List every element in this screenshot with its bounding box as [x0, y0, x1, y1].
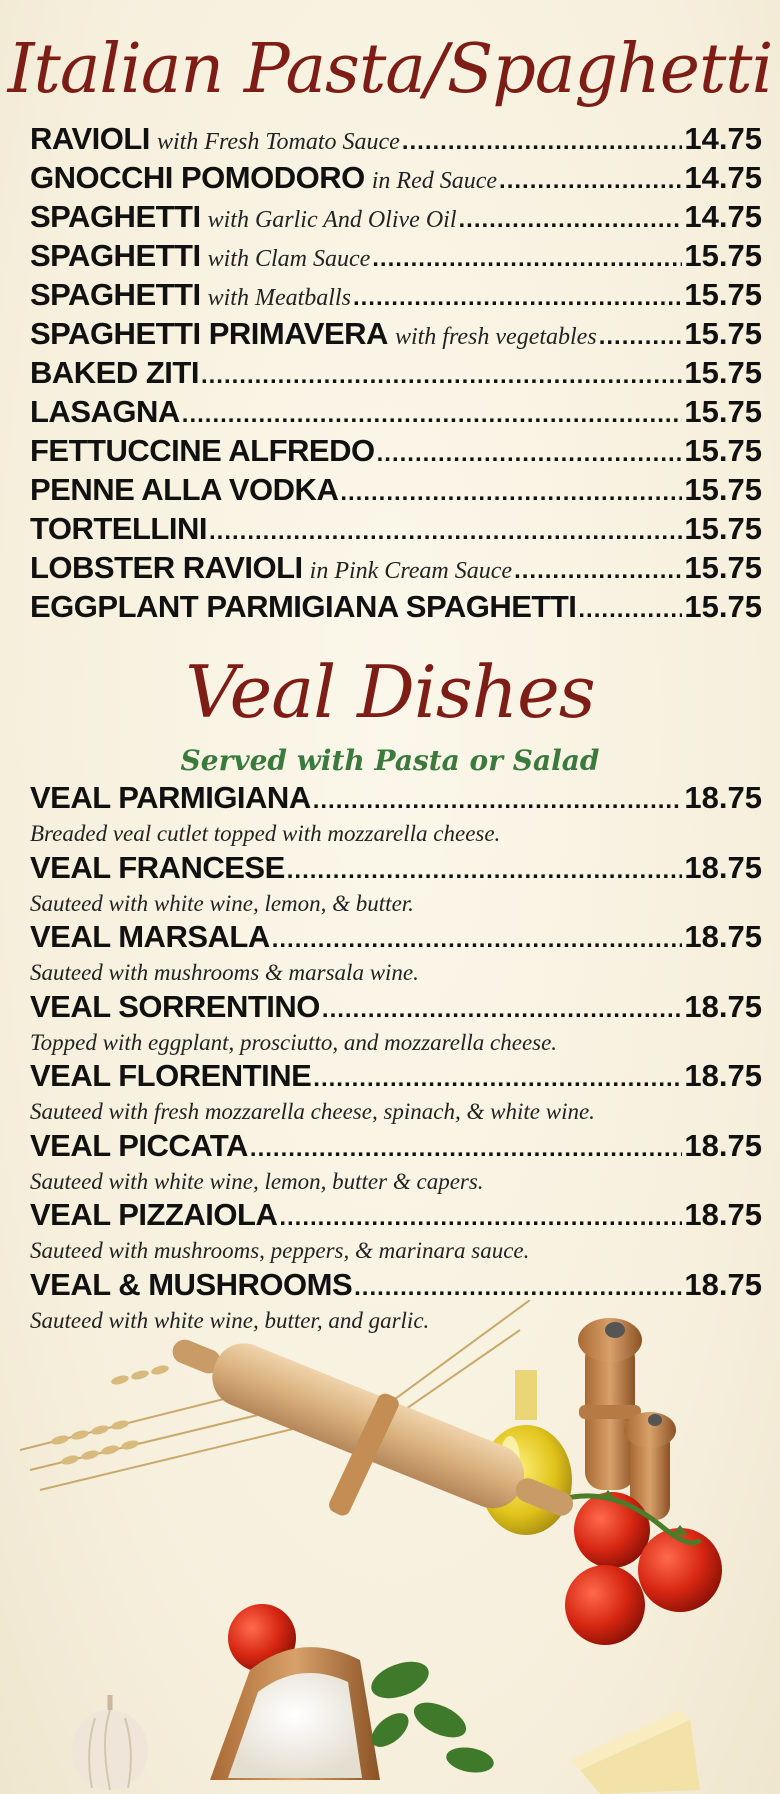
flour-scoop-icon: [210, 1391, 401, 1780]
item-price: 18.75: [684, 849, 762, 885]
item-note: with Clam Sauce: [207, 246, 371, 272]
item-name: LOBSTER RAVIOLI: [30, 550, 303, 585]
item-description: Sauteed with white wine, lemon, butter & capers.: [30, 1168, 484, 1194]
item-name: VEAL PICCATA: [30, 1127, 248, 1163]
wheat-grain-group: [50, 1364, 169, 1466]
item-price: 18.75: [684, 988, 762, 1024]
menu-item: [30, 1128, 762, 1198]
item-name: VEAL FRANCESE: [30, 849, 285, 885]
item-price: 15.75: [684, 511, 762, 546]
dot-leader: [182, 401, 683, 429]
item-description: Topped with eggplant, prosciutto, and mozzarella cheese.: [30, 1029, 558, 1055]
basil-icon: [365, 1655, 495, 1776]
menu-item: [30, 355, 762, 394]
dot-leader: [340, 479, 682, 507]
item-note: with Fresh Tomato Sauce: [156, 129, 400, 155]
item-name: SPAGHETTI: [30, 238, 201, 273]
item-name: VEAL PIZZAIOLA: [30, 1197, 278, 1232]
dot-leader: [578, 596, 682, 624]
veal-section-subtitle: Served with Pasta or Salad: [180, 744, 600, 777]
item-note: with fresh vegetables: [394, 324, 597, 350]
item-price: 15.75: [684, 433, 762, 468]
dot-leader: [354, 1274, 682, 1302]
menu-item: [30, 121, 762, 160]
menu-item: [30, 919, 762, 989]
dot-leader: [313, 1065, 682, 1093]
item-description: Sauteed with mushrooms, peppers, & marinara sauce.: [30, 1238, 530, 1263]
item-name: VEAL & MUSHROOMS: [30, 1266, 353, 1302]
item-price: 14.75: [684, 160, 762, 195]
item-price: 15.75: [684, 238, 762, 273]
item-name: SPAGHETTI: [30, 199, 201, 234]
item-price: 14.75: [684, 199, 762, 234]
dot-leader: [279, 1204, 682, 1232]
item-price: 15.75: [684, 355, 762, 390]
item-description: Sauteed with mushrooms & marsala wine.: [30, 960, 419, 985]
dot-leader: [250, 1135, 683, 1163]
dot-leader: [353, 284, 682, 312]
item-note: in Pink Cream Sauce: [309, 558, 513, 584]
item-price: 18.75: [684, 1197, 762, 1232]
item-name: RAVIOLI: [30, 121, 150, 156]
menu-item: [30, 316, 762, 355]
item-price: 18.75: [684, 1058, 762, 1093]
tomato-icon: [228, 1490, 722, 1672]
dot-leader: [372, 245, 682, 273]
item-price: 18.75: [684, 1127, 762, 1163]
dot-leader: [514, 557, 682, 585]
dot-leader: [402, 128, 683, 156]
item-price: 18.75: [684, 780, 762, 815]
item-name: LASAGNA: [30, 394, 180, 429]
item-price: 15.75: [684, 472, 762, 507]
food-illustration: [0, 1300, 780, 1794]
item-description: Sauteed with fresh mozzarella cheese, spinach, & white wine.: [30, 1099, 595, 1124]
dot-leader: [313, 787, 683, 815]
item-name: VEAL SORRENTINO: [30, 988, 320, 1024]
pasta-menu-list: [30, 121, 762, 628]
item-name: SPAGHETTI PRIMAVERA: [30, 316, 388, 351]
menu-item: [30, 199, 762, 238]
pasta-section-title: Italian Pasta/Spaghetti: [7, 30, 773, 109]
menu-item: [30, 780, 762, 850]
item-name: TORTELLINI: [30, 511, 207, 546]
menu-item: [30, 989, 762, 1059]
dot-leader: [201, 362, 682, 390]
dot-leader: [272, 926, 683, 954]
item-name: VEAL MARSALA: [30, 919, 270, 954]
menu-item: [30, 277, 762, 316]
menu-item: [30, 238, 762, 277]
menu-item: [30, 1058, 762, 1128]
item-name: GNOCCHI POMODORO: [30, 160, 365, 195]
item-name: BAKED ZITI: [30, 355, 199, 390]
menu-item: [30, 433, 762, 472]
menu-item: [30, 550, 762, 589]
item-note: in Red Sauce: [371, 168, 498, 194]
item-price: 15.75: [684, 316, 762, 351]
cheese-icon: [570, 1710, 700, 1794]
item-name: SPAGHETTI: [30, 277, 201, 312]
item-name: EGGPLANT PARMIGIANA SPAGHETTI: [30, 589, 577, 624]
item-price: 15.75: [684, 589, 762, 624]
item-price: 15.75: [684, 277, 762, 312]
menu-item: [30, 589, 762, 628]
menu-item: [30, 511, 762, 550]
garlic-icon: [72, 1695, 148, 1790]
menu-item: [30, 394, 762, 433]
item-description: Breaded veal cutlet topped with mozzarella cheese.: [30, 821, 501, 846]
dot-leader: [209, 518, 682, 546]
item-name: PENNE ALLA VODKA: [30, 472, 339, 507]
menu-item: [30, 472, 762, 511]
item-price: 18.75: [684, 919, 762, 954]
veal-menu-list: [30, 780, 762, 1336]
veal-section-title: Veal Dishes: [185, 650, 595, 734]
item-name: VEAL PARMIGIANA: [30, 780, 311, 815]
item-price: 15.75: [684, 550, 762, 585]
menu-item: [30, 850, 762, 920]
item-name: VEAL FLORENTINE: [30, 1058, 312, 1093]
dot-leader: [377, 440, 683, 468]
item-note: with Garlic And Olive Oil: [207, 207, 457, 233]
dot-leader: [458, 206, 682, 234]
dot-leader: [499, 167, 682, 195]
dot-leader: [287, 857, 683, 885]
item-price: 14.75: [684, 121, 762, 156]
dot-leader: [322, 996, 683, 1024]
menu-item: [30, 160, 762, 199]
item-description: Sauteed with white wine, lemon, & butter.: [30, 890, 414, 916]
item-price: 18.75: [684, 1266, 762, 1302]
item-note: with Meatballs: [207, 285, 351, 311]
item-price: 15.75: [684, 394, 762, 429]
menu-item: [30, 1197, 762, 1267]
item-name: FETTUCCINE ALFREDO: [30, 433, 375, 468]
dot-leader: [599, 323, 683, 351]
item-description: Sauteed with white wine, butter, and garlic.: [30, 1307, 430, 1333]
